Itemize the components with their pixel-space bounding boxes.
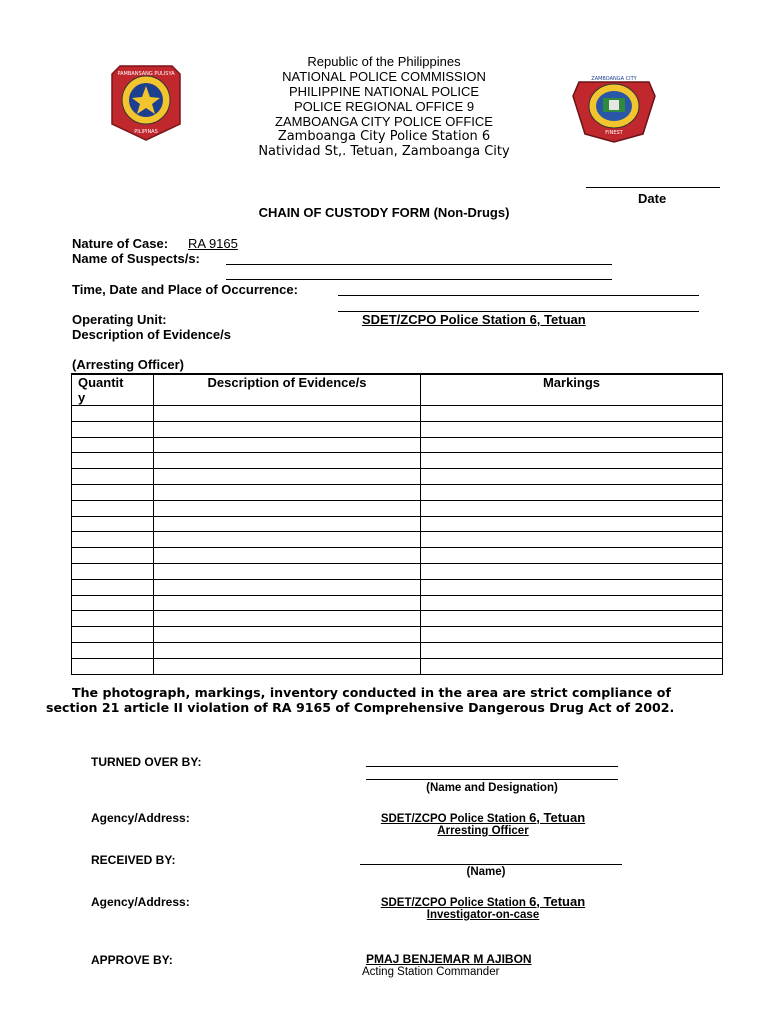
markings-cell[interactable] [421, 595, 723, 611]
description-cell[interactable] [154, 611, 421, 627]
quantity-cell[interactable] [72, 532, 154, 548]
header-line-zcpo: ZAMBOANGA CITY POLICE OFFICE [275, 114, 493, 129]
date-label: Date [638, 191, 667, 206]
description-cell[interactable] [154, 595, 421, 611]
description-cell[interactable] [154, 627, 421, 643]
operating-unit-value[interactable]: SDET/ZCPO Police Station 6, Tetuan [362, 312, 586, 327]
quantity-cell[interactable] [72, 563, 154, 579]
quantity-cell[interactable] [72, 469, 154, 485]
markings-cell[interactable] [421, 579, 723, 595]
approve-by-label: APPROVE BY: [91, 953, 173, 967]
table-header-row [72, 374, 723, 406]
quantity-cell[interactable] [72, 595, 154, 611]
quantity-cell[interactable] [72, 453, 154, 469]
received-by-label: RECEIVED BY: [91, 853, 176, 867]
compliance-paragraph: The photograph, markings, inventory conducted in the area are strict compliance of section 21 article II violation of RA 9165 of Comprehensive Dangerous Drug Act of 2002. [46, 685, 675, 715]
suspects-label: Name of Suspects/s: [72, 251, 200, 266]
table-row [72, 563, 723, 579]
approver-title: Acting Station Commander [362, 966, 500, 978]
quantity-cell[interactable] [72, 548, 154, 564]
received-by-line[interactable] [360, 864, 622, 865]
turned-over-line-2[interactable] [366, 779, 618, 780]
markings-cell[interactable] [421, 437, 723, 453]
turned-over-label: TURNED OVER BY: [91, 755, 202, 769]
header-line-napolcom: NATIONAL POLICE COMMISSION [282, 69, 486, 84]
markings-cell[interactable] [421, 642, 723, 658]
description-cell[interactable] [154, 516, 421, 532]
description-cell[interactable] [154, 500, 421, 516]
table-row [72, 516, 723, 532]
table-row [72, 642, 723, 658]
suspects-line-2[interactable] [226, 279, 612, 280]
occurrence-label: Time, Date and Place of Occurrence: [72, 282, 298, 297]
table-row [72, 453, 723, 469]
quantity-cell[interactable] [72, 406, 154, 422]
table-row [72, 469, 723, 485]
markings-cell[interactable] [421, 532, 723, 548]
table-row [72, 484, 723, 500]
nature-of-case-value[interactable]: RA 9165 [188, 236, 238, 251]
markings-cell[interactable] [421, 469, 723, 485]
agency-value-1: SDET/ZCPO Police Station 6, Tetuan [380, 810, 586, 825]
agency-label-1: Agency/Address: [91, 811, 190, 825]
table-row [72, 627, 723, 643]
name-caption: (Name) [466, 866, 506, 878]
markings-cell[interactable] [421, 563, 723, 579]
date-line[interactable] [586, 187, 720, 188]
markings-cell[interactable] [421, 453, 723, 469]
description-cell[interactable] [154, 437, 421, 453]
quantity-cell[interactable] [72, 611, 154, 627]
markings-cell[interactable] [421, 516, 723, 532]
quantity-cell[interactable] [72, 642, 154, 658]
table-row [72, 595, 723, 611]
markings-cell[interactable] [421, 500, 723, 516]
table-row [72, 532, 723, 548]
description-cell[interactable] [154, 469, 421, 485]
table-row [72, 658, 723, 674]
header-line-pro9: POLICE REGIONAL OFFICE 9 [293, 99, 475, 114]
agency-label-2: Agency/Address: [91, 895, 190, 909]
occurrence-line-1[interactable] [338, 295, 699, 296]
turned-over-line-1[interactable] [366, 766, 618, 767]
markings-cell[interactable] [421, 484, 723, 500]
quantity-cell[interactable] [72, 484, 154, 500]
markings-cell[interactable] [421, 406, 723, 422]
quantity-cell[interactable] [72, 437, 154, 453]
description-cell[interactable] [154, 484, 421, 500]
table-row [72, 548, 723, 564]
markings-cell[interactable] [421, 421, 723, 437]
description-cell[interactable] [154, 658, 421, 674]
quantity-cell[interactable] [72, 421, 154, 437]
markings-cell[interactable] [421, 548, 723, 564]
quantity-cell[interactable] [72, 627, 154, 643]
right-logo-text-bottom: FINEST [605, 130, 623, 136]
markings-cell[interactable] [421, 627, 723, 643]
name-designation-caption: (Name and Designation) [426, 782, 558, 794]
description-label: Description of Evidence/s [72, 327, 231, 342]
header-line-pnp: PHILIPPINE NATIONAL POLICE [289, 84, 479, 99]
table-row [72, 421, 723, 437]
header-line-address: Natividad St,. Tetuan, Zamboanga City [258, 144, 510, 159]
quantity-cell[interactable] [72, 658, 154, 674]
description-cell[interactable] [154, 406, 421, 422]
nature-of-case-label: Nature of Case: [72, 236, 169, 251]
description-cell[interactable] [154, 421, 421, 437]
markings-header: Markings [421, 374, 723, 406]
table-row [72, 437, 723, 453]
description-cell[interactable] [154, 532, 421, 548]
approver-name: PMAJ BENJEMAR M AJIBON [366, 952, 532, 966]
header-line-station: Zamboanga City Police Station 6 [277, 129, 491, 144]
agency-role-1: Arresting Officer [437, 825, 529, 837]
description-cell[interactable] [154, 548, 421, 564]
markings-cell[interactable] [421, 611, 723, 627]
agency-role-2: Investigator-on-case [426, 909, 540, 921]
letterhead [0, 54, 768, 159]
description-header: Description of Evidence/s [154, 374, 421, 406]
left-logo-text-top: PAMBANSANG PULISYA [117, 71, 175, 77]
quantity-header: Quantit y [72, 374, 154, 406]
quantity-cell[interactable] [72, 516, 154, 532]
description-cell[interactable] [154, 579, 421, 595]
quantity-cell[interactable] [72, 579, 154, 595]
arresting-officer-label: (Arresting Officer) [72, 357, 184, 372]
suspects-line-1[interactable] [226, 264, 612, 265]
operating-unit-label: Operating Unit: [72, 312, 167, 327]
table-row [72, 500, 723, 516]
left-logo-text-bottom: PILIPINAS [134, 129, 158, 135]
markings-cell[interactable] [421, 658, 723, 674]
table-row [72, 611, 723, 627]
header-line-republic: Republic of the Philippines [307, 54, 461, 69]
description-cell[interactable] [154, 563, 421, 579]
table-row [72, 406, 723, 422]
right-logo-text-top: ZAMBOANGA CITY [591, 76, 637, 82]
table-row [72, 579, 723, 595]
description-cell[interactable] [154, 453, 421, 469]
form-title: CHAIN OF CUSTODY FORM (Non-Drugs) [258, 205, 510, 220]
quantity-cell[interactable] [72, 500, 154, 516]
evidence-table [71, 373, 723, 675]
description-cell[interactable] [154, 642, 421, 658]
agency-value-2: SDET/ZCPO Police Station 6, Tetuan [380, 894, 586, 909]
